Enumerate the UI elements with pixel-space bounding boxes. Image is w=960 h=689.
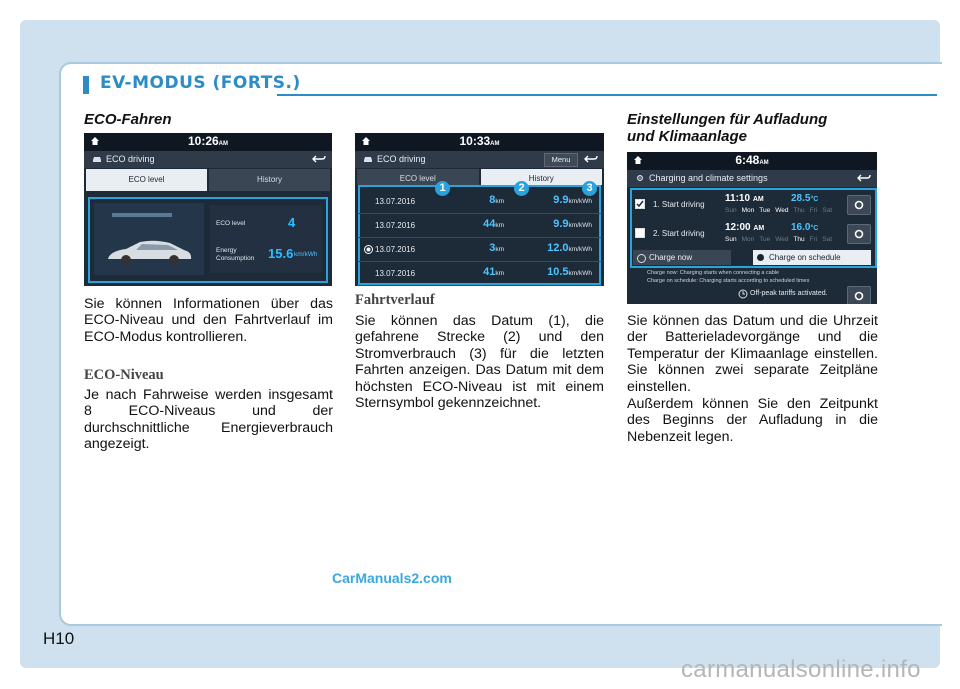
history-consumption: 9.9km/kWh — [553, 194, 592, 206]
settings-gear-icon — [635, 174, 645, 182]
schedule-temperature: 16.0°C — [791, 222, 819, 233]
status-bar — [84, 133, 332, 151]
star-icon — [364, 245, 373, 254]
screen-titlebar — [84, 151, 332, 168]
schedule-settings-button[interactable] — [847, 224, 871, 244]
history-row[interactable] — [357, 190, 602, 214]
energy-unit: km/kWh — [294, 251, 318, 258]
clock: 10:33AM — [459, 134, 500, 148]
schedule-time: 11:10 AM — [725, 193, 764, 204]
back-icon[interactable] — [857, 173, 871, 184]
charging-subheading-1: Einstellungen für Aufladung — [627, 111, 828, 128]
day-label[interactable]: Thu — [793, 236, 805, 243]
eco-stats-panel — [210, 205, 322, 273]
screen-titlebar — [627, 170, 877, 187]
tab-history[interactable]: History — [481, 169, 603, 185]
tab-eco-level[interactable]: ECO level — [86, 169, 207, 191]
history-consumption: 10.5km/kWh — [547, 266, 592, 278]
back-icon[interactable] — [584, 154, 598, 165]
charging-screen — [627, 152, 877, 304]
history-row[interactable] — [357, 262, 602, 286]
tab-history[interactable]: History — [209, 169, 330, 191]
tab-eco-level[interactable]: ECO level — [357, 169, 479, 185]
radio-icon — [637, 254, 646, 263]
history-row[interactable] — [357, 214, 602, 238]
eco-level-value: 4 — [288, 215, 296, 230]
day-label[interactable]: Fri — [809, 207, 818, 214]
day-label[interactable]: Mon — [741, 207, 755, 214]
history-text: Sie können das Datum (1), die gefahrene Strecke (2) und den Stromverbrauch (3) für die letzten Fahrten anzeigen. Das Datum mit dem höchsten ECO-Niveau ist mit einem Sternsymbol gekennzeichnet. — [355, 313, 604, 412]
charging-text-2: Außerdem können Sie den Zeitpunkt des Beginns der Aufladung in die Nebenzeit legen. — [627, 396, 878, 445]
schedule-row[interactable] — [635, 192, 833, 219]
day-label[interactable]: Tue — [759, 236, 771, 243]
badge-3: 3 — [582, 181, 597, 196]
day-label[interactable]: Mon — [741, 236, 755, 243]
history-date: 13.07.2016 — [375, 221, 416, 230]
gear-icon — [848, 225, 870, 243]
history-consumption: 9.9km/kWh — [553, 218, 592, 230]
car-panel — [94, 203, 204, 275]
header-accent-bar — [83, 76, 89, 94]
day-label[interactable]: Wed — [775, 207, 789, 214]
tab-bar — [86, 169, 330, 191]
charge-now-label: Charge now — [649, 253, 693, 262]
schedule-label: 1. Start driving — [653, 200, 705, 209]
info-line-1: Charge now: Charging starts when connecting a cable — [647, 270, 780, 276]
clock-icon — [738, 289, 748, 299]
status-bar — [627, 152, 877, 170]
car-icon — [363, 155, 373, 163]
history-distance: 8km — [489, 194, 504, 206]
offpeak-settings-button[interactable] — [847, 286, 871, 304]
radio-selected-icon — [757, 254, 764, 261]
schedule-settings-button[interactable] — [847, 195, 871, 215]
day-label[interactable]: Sun — [725, 236, 737, 243]
gear-icon — [848, 196, 870, 214]
history-date: 13.07.2016 — [375, 245, 416, 254]
day-label[interactable]: Sun — [725, 207, 737, 214]
schedule-temperature: 28.5°C — [791, 193, 819, 204]
screen-title: ECO driving — [106, 154, 155, 164]
energy-value: 15.6 — [268, 246, 294, 261]
history-date: 13.07.2016 — [375, 269, 416, 278]
charging-subheading-2: und Klimaanlage — [627, 128, 748, 145]
charge-on-schedule-button[interactable] — [753, 250, 871, 265]
history-consumption: 12.0km/kWh — [547, 242, 592, 254]
day-label[interactable]: Sat — [822, 207, 833, 214]
eco-level-heading: ECO-Niveau — [84, 367, 164, 383]
history-distance: 3km — [489, 242, 504, 254]
day-label[interactable]: Fri — [809, 236, 818, 243]
screen-title: Charging and climate settings — [649, 173, 768, 183]
history-distance: 44km — [483, 218, 504, 230]
day-label[interactable]: Thu — [793, 207, 805, 214]
checkbox-checked-icon[interactable] — [635, 199, 645, 209]
charging-text-1: Sie können das Datum und die Uhrzeit der Batterieladevorgänge und die Temperatur der Klimaanlage einstellen. Sie können zwei separate Zeitpläne einstellen. — [627, 313, 878, 395]
car-image-icon — [104, 237, 194, 267]
tab-bar — [357, 169, 602, 185]
day-label[interactable]: Tue — [759, 207, 771, 214]
eco-gauge-bar — [112, 213, 172, 217]
status-bar — [355, 133, 604, 151]
car-icon — [92, 155, 102, 163]
schedule-time: 12:00 AM — [725, 222, 765, 233]
offpeak-label: Off-peak tariffs activated. — [750, 290, 828, 297]
schedule-row[interactable] — [635, 221, 833, 248]
energy-label-1: Energy — [216, 247, 237, 254]
watermark-carmanuals[interactable]: CarManuals2.com — [332, 570, 452, 586]
day-label[interactable]: Sat — [822, 236, 833, 243]
screen-title: ECO driving — [377, 154, 426, 164]
back-icon[interactable] — [312, 154, 326, 165]
eco-level-label: ECO level — [216, 220, 246, 227]
schedule-label: 2. Start driving — [653, 229, 705, 238]
history-heading: Fahrtverlauf — [355, 292, 435, 308]
header-rule — [277, 94, 937, 96]
section-header-title: EV-MODUS (FORTS.) — [100, 73, 301, 93]
energy-label-2: Consumption — [216, 255, 255, 262]
badge-2: 2 — [514, 181, 529, 196]
eco-level-screen — [84, 133, 332, 286]
gear-icon — [848, 287, 870, 304]
menu-button[interactable]: Menu — [544, 153, 578, 167]
day-label[interactable]: Wed — [775, 236, 789, 243]
watermark-site[interactable]: carmanualsonline.info — [681, 656, 921, 683]
schedule-days — [725, 207, 837, 214]
checkbox-icon[interactable] — [635, 228, 645, 238]
page-number: H10 — [43, 629, 75, 648]
screen-titlebar — [355, 151, 604, 168]
charge-now-button[interactable] — [633, 250, 731, 265]
schedule-days — [725, 236, 837, 243]
badge-1: 1 — [435, 181, 450, 196]
history-date: 13.07.2016 — [375, 197, 416, 206]
history-row[interactable] — [357, 238, 602, 262]
info-line-2: Charge on schedule: Charging starts according to scheduled times — [647, 278, 810, 284]
clock: 6:48AM — [735, 153, 769, 167]
history-distance: 41km — [483, 266, 504, 278]
eco-level-text: Je nach Fahrweise werden insgesamt 8 ECO-Niveaus und der durchschnittliche Energieverbrauch angezeigt. — [84, 387, 333, 453]
charge-schedule-label: Charge on schedule — [769, 253, 841, 262]
clock: 10:26AM — [187, 134, 229, 148]
eco-intro-text: Sie können Informationen über das ECO-Niveau und den Fahrtverlauf im ECO-Modus kontrollieren. — [84, 296, 333, 345]
eco-driving-subheading: ECO-Fahren — [84, 111, 172, 128]
history-screen — [355, 133, 604, 286]
